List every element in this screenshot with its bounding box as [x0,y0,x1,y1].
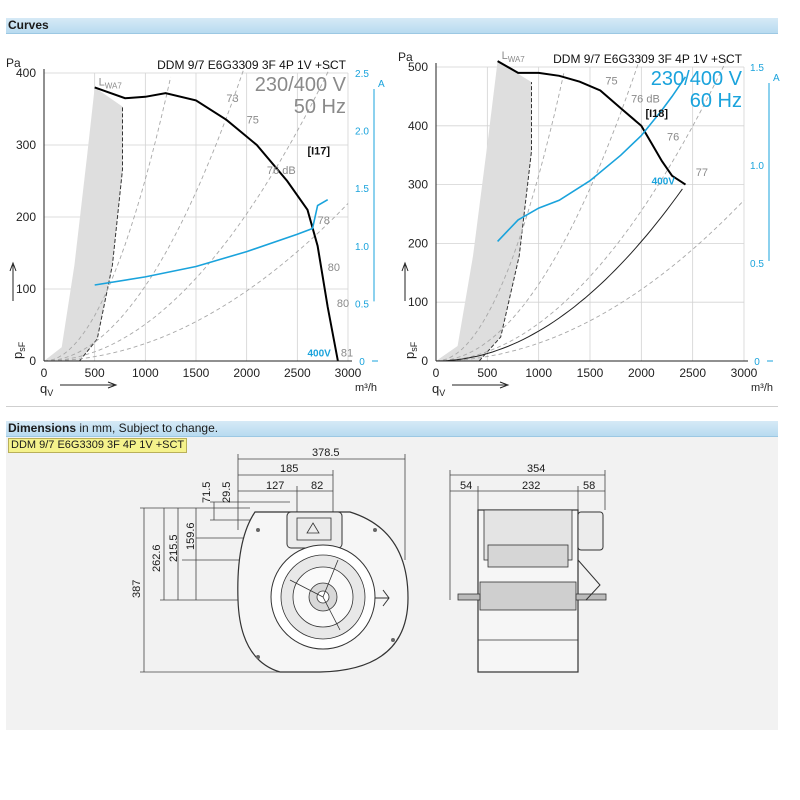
curve-reference: [I17] [307,145,331,158]
x-tick-label: 3000 [730,366,758,380]
y2-tick-label: 1.0 [355,241,369,253]
y-axis-symbol: p [10,351,25,359]
x-tick-label: 2500 [283,366,311,380]
chart-model-title: DDM 9/7 E6G3309 3F 4P 1V +SCT [157,58,346,72]
y2-tick-label: 1.5 [355,184,369,196]
y-tick-label: 0 [29,354,36,368]
dim-71-5: 71.5 [201,481,213,503]
dim-215-5: 215.5 [168,534,180,562]
chart-model-title: DDM 9/7 E6G3309 3F 4P 1V +SCT [553,52,742,66]
y-tick-label: 300 [407,177,428,192]
x-tick-label: 500 [477,366,498,380]
frequency-label: 60 Hz [689,90,742,112]
x-tick-label: 1000 [525,366,553,380]
y-tick-label: 500 [407,60,428,74]
dim-54: 54 [460,480,473,492]
x-axis-subscript: V [47,388,54,398]
y-tick-label: 400 [407,118,428,133]
x-axis-symbol: q [40,381,48,396]
noise-level-label: 81 [340,347,354,360]
y2-tick-label: 1.0 [750,161,764,172]
y-tick-label: 300 [15,138,36,152]
dim-29-5: 29.5 [221,481,233,503]
y2-tick-label: 2.5 [355,69,369,80]
noise-level-label: 75 [605,75,618,88]
x-tick-label: 1000 [131,366,159,380]
noise-level-label: 77 [695,166,708,179]
dim-82: 82 [311,480,324,492]
lwa-symbol: L [501,50,508,63]
y-tick-label: 200 [407,236,428,251]
voltage-tag: 400V [651,176,675,188]
x-unit-label: m³/h [355,382,377,394]
curve-reference: [I18] [645,107,669,120]
x-tick-label: 500 [84,366,105,380]
lwa-symbol: L [98,76,105,89]
noise-level-label: 76 dB [631,93,660,106]
y-tick-label: 200 [15,210,36,224]
voltage-label: 230/400 V [254,74,346,96]
x-tick-label: 3000 [334,366,362,380]
x-tick-label: 0 [432,366,440,380]
dim-159-6: 159.6 [185,522,197,550]
x-axis-symbol: q [432,381,440,396]
noise-level-label: 73 [226,92,239,105]
x-tick-label: 2000 [233,366,261,380]
noise-level-label: 78 [317,215,330,228]
dim-185: 185 [280,463,299,475]
dim-354: 354 [527,463,546,475]
y2-tick-label: 0.5 [355,299,369,311]
noise-level-label: 76 dB [266,164,296,177]
lwa-subscript: WA7 [104,81,122,91]
x-axis-subscript: V [439,388,446,398]
x-tick-label: 0 [40,366,48,380]
y2-tick-label: 2.0 [355,126,369,138]
y-unit-label: Pa [398,50,413,64]
y2-tick-label: 1.5 [750,63,764,74]
voltage-label: 230/400 V [650,68,742,90]
noise-level-label: 80 [327,262,340,274]
y-tick-label: 0 [421,354,428,368]
y-axis-symbol: p [402,351,417,359]
dim-387: 387 [131,579,143,598]
frequency-label: 50 Hz [293,96,346,118]
lwa-subscript: WA7 [507,55,525,65]
y2-tick-label: 0 [359,357,365,368]
x-unit-label: m³/h [751,382,773,394]
x-tick-label: 2000 [627,366,655,380]
noise-level-label: 76 [667,131,680,144]
y-tick-label: 100 [407,295,428,310]
noise-level-label: 80 [336,298,350,310]
dim-127: 127 [266,480,285,492]
dimensions-section-note: in mm, Subject to change. [76,421,219,435]
x-tick-label: 2500 [679,366,707,380]
dim-262-6: 262.6 [151,544,163,572]
curves-section-title: Curves [8,18,49,32]
noise-level-label: 75 [246,114,259,127]
dim-58: 58 [583,480,596,492]
dim-378-5: 378.5 [312,447,340,459]
x-tick-label: 1500 [182,366,210,380]
dimensions-section-title: Dimensions [8,421,77,435]
y-axis-subscript: sF [17,341,27,352]
y-unit-label: Pa [6,56,21,70]
model-label: DDM 9/7 E6G3309 3F 4P 1V +SCT [8,438,187,453]
y2-unit: A [378,79,385,90]
y2-tick-label: 0.5 [750,259,764,270]
y2-unit: A [773,73,780,84]
y-tick-label: 400 [15,66,36,80]
x-tick-label: 1500 [576,366,604,380]
y-tick-label: 100 [15,282,36,296]
voltage-tag: 400V [307,348,331,360]
dim-232: 232 [522,480,541,492]
y2-tick-label: 0 [754,357,760,368]
y-axis-subscript: sF [409,341,419,352]
